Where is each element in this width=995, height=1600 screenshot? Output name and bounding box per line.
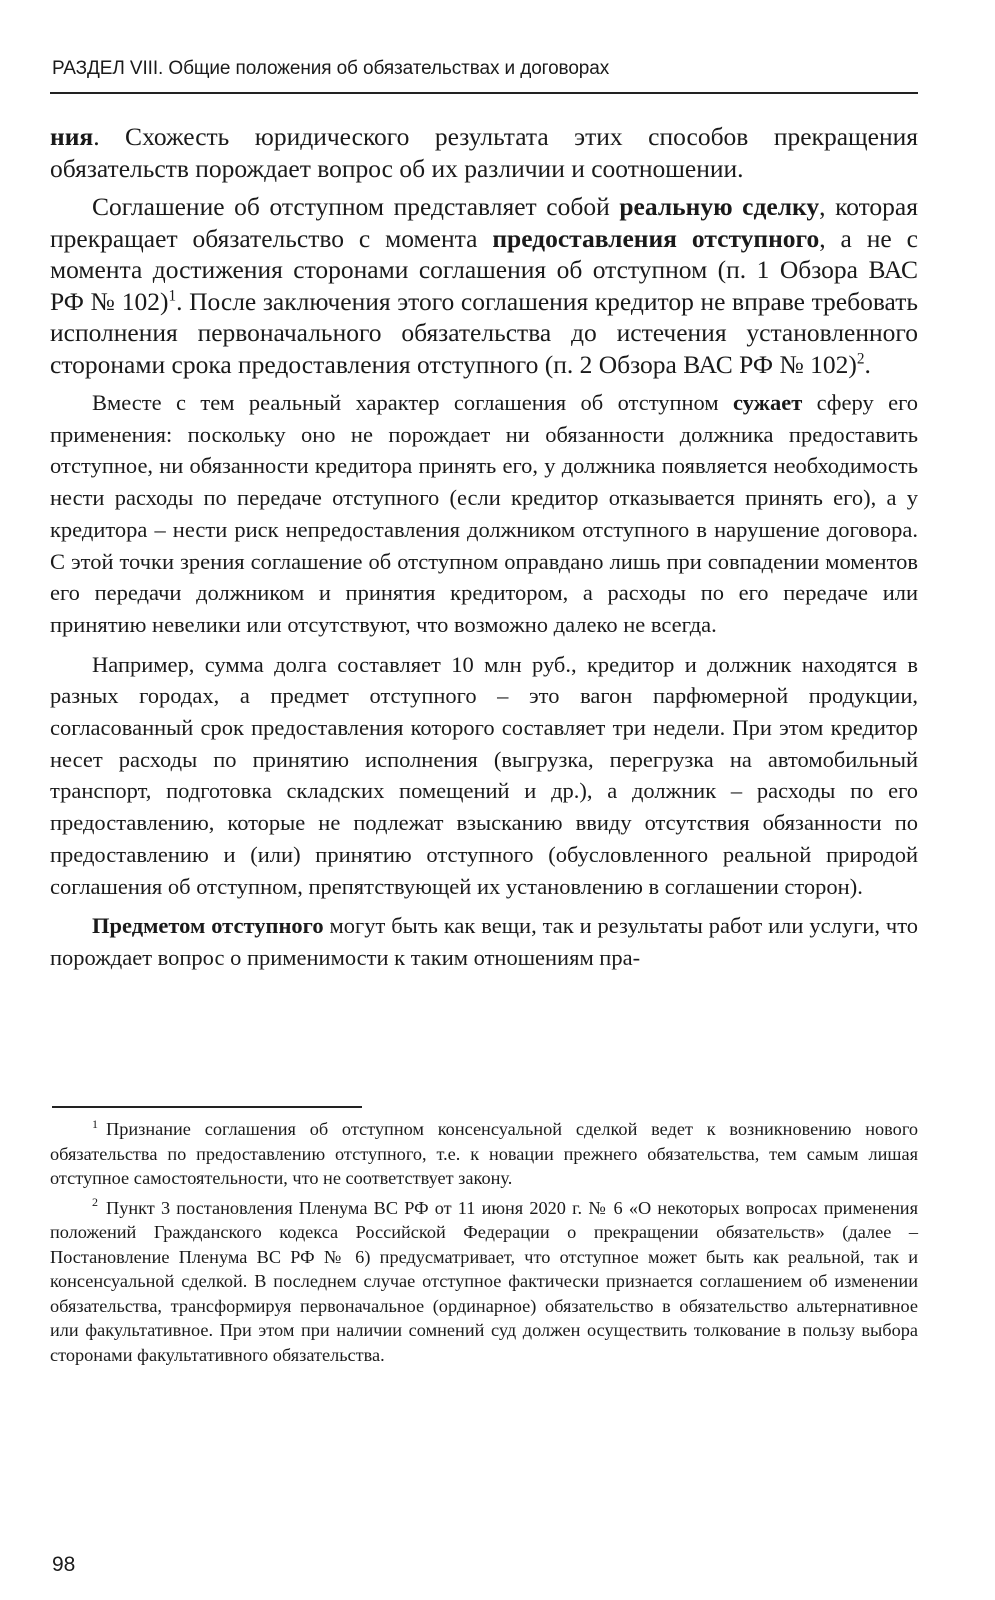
paragraph-text: . bbox=[864, 349, 871, 379]
paragraph-text: . Схожесть юридического результата этих способов прекращения обязательств порождает вопрос об их различии и соотношении. bbox=[50, 122, 918, 183]
paragraph-text: Например, сумма долга составляет 10 млн руб., кредитор и должник находятся в разных городах, а предмет отступного – это вагон парфюмерной продукции, согласованный срок предоставления которого составляет три недели. При этом кредитор несет расходы по принятию исполнения (выгрузка, перегрузка на автомобильный транспорт, подготовка складских помещений и др.), а должник – расходы по его предоставлению, которые не подлежат взысканию ввиду отсутствия обязанности по предоставлению и (или) принятию отступного (обусловленного реальной природой соглашения об отступном, препятствующей их установлению в соглашении сторон). bbox=[50, 651, 918, 899]
footnote-ref-2[interactable]: 2 bbox=[856, 350, 865, 367]
paragraph-text: . После заключения этого соглашения кредитор не вправе требовать исполнения первоначального обязательства до истечения установленного сторонами срока предоставления отступного (п. 2 Обзора ВАС РФ № 102) bbox=[50, 286, 918, 379]
paragraph-narrows-scope bbox=[50, 387, 918, 641]
page-number: 98 bbox=[52, 1553, 76, 1576]
footnote-text: Признание соглашения об отступном консенсуальной сделкой ведет к возникновению нового обязательства по предоставлению отступного, т.е. к новации прежнего обязательства, тем самым лишая отступное самостоятельности, что не соответствует закону. bbox=[50, 1119, 918, 1188]
paragraph-text: сферу его применения: поскольку оно не порождает ни обязанности должника предоставить отступное, ни обязанности кредитора принять его, у должника появляется необходимость нести расходы по передаче отступного (если кредитор отказывается принять его), а у кредитора – нести риск непредоставления должником отступного в нарушение договора. С этой точки зрения соглашение об отступном оправдано лишь при совпадении моментов его передачи должником и принятия кредитором, а расходы по его передаче или принятию невелики или отсутствуют, что возможно далеко не всегда. bbox=[50, 390, 918, 637]
paragraph-continuation bbox=[50, 121, 918, 184]
paragraph-text: , а не с момента достижения сторонами соглашения об отступном (п. 1 Обзора ВАС РФ № 102) bbox=[50, 223, 918, 316]
paragraph-example bbox=[50, 649, 918, 903]
main-text bbox=[50, 121, 918, 982]
paragraph-text: , которая прекращает обязательство с момента bbox=[50, 192, 918, 253]
paragraph-real-deal bbox=[50, 191, 918, 380]
paragraph-text: Вместе с тем реальный характер соглашения об отступном bbox=[92, 390, 734, 415]
running-head: РАЗДЕЛ VIII. Общие положения об обязательствах и договорах bbox=[52, 58, 610, 79]
bold-term: ния bbox=[50, 122, 94, 151]
book-page bbox=[50, 0, 920, 1600]
paragraph-text: Соглашение об отступном представляет собой bbox=[92, 192, 620, 221]
footnote-mark: 2 bbox=[92, 1195, 98, 1210]
bold-term: предоставления отступного bbox=[492, 223, 820, 253]
bold-term: реальную сделку bbox=[619, 192, 820, 221]
paragraph-subject bbox=[50, 910, 918, 973]
header-rule bbox=[50, 92, 918, 94]
footnote-text: Пункт 3 постановления Пленума ВС РФ от 11 июня 2020 г. № 6 «О некоторых вопросах применения положений Гражданского кодекса Российской Федерации о прекращении обязательств» (далее – Постановление Пленума ВС РФ № 6) предусматривает, что отступное может быть как реальной, так и консенсуальной сделкой. В последнем случае отступное фактически признается соглашением об изменении обязательства, трансформируя первоначальное (ординарное) обязательство в обязательство альтернативное или факультативное. При этом при наличии сомнений суд должен осуществить толкование в пользу выбора сторонами факультативного обязательства. bbox=[50, 1197, 918, 1365]
footnote-2 bbox=[50, 1196, 918, 1368]
footnote-separator bbox=[52, 1106, 362, 1108]
footnote-mark: 1 bbox=[92, 1116, 98, 1131]
footnote-1 bbox=[50, 1117, 918, 1191]
bold-term: Предметом отступного bbox=[92, 913, 324, 939]
bold-term: сужает bbox=[733, 390, 803, 415]
footnote-ref-1[interactable]: 1 bbox=[168, 287, 177, 304]
paragraph-text: могут быть как вещи, так и результаты работ или услуги, что порождает вопрос о применимости к таким отношениям пра- bbox=[50, 913, 918, 970]
footnotes bbox=[50, 1117, 918, 1372]
